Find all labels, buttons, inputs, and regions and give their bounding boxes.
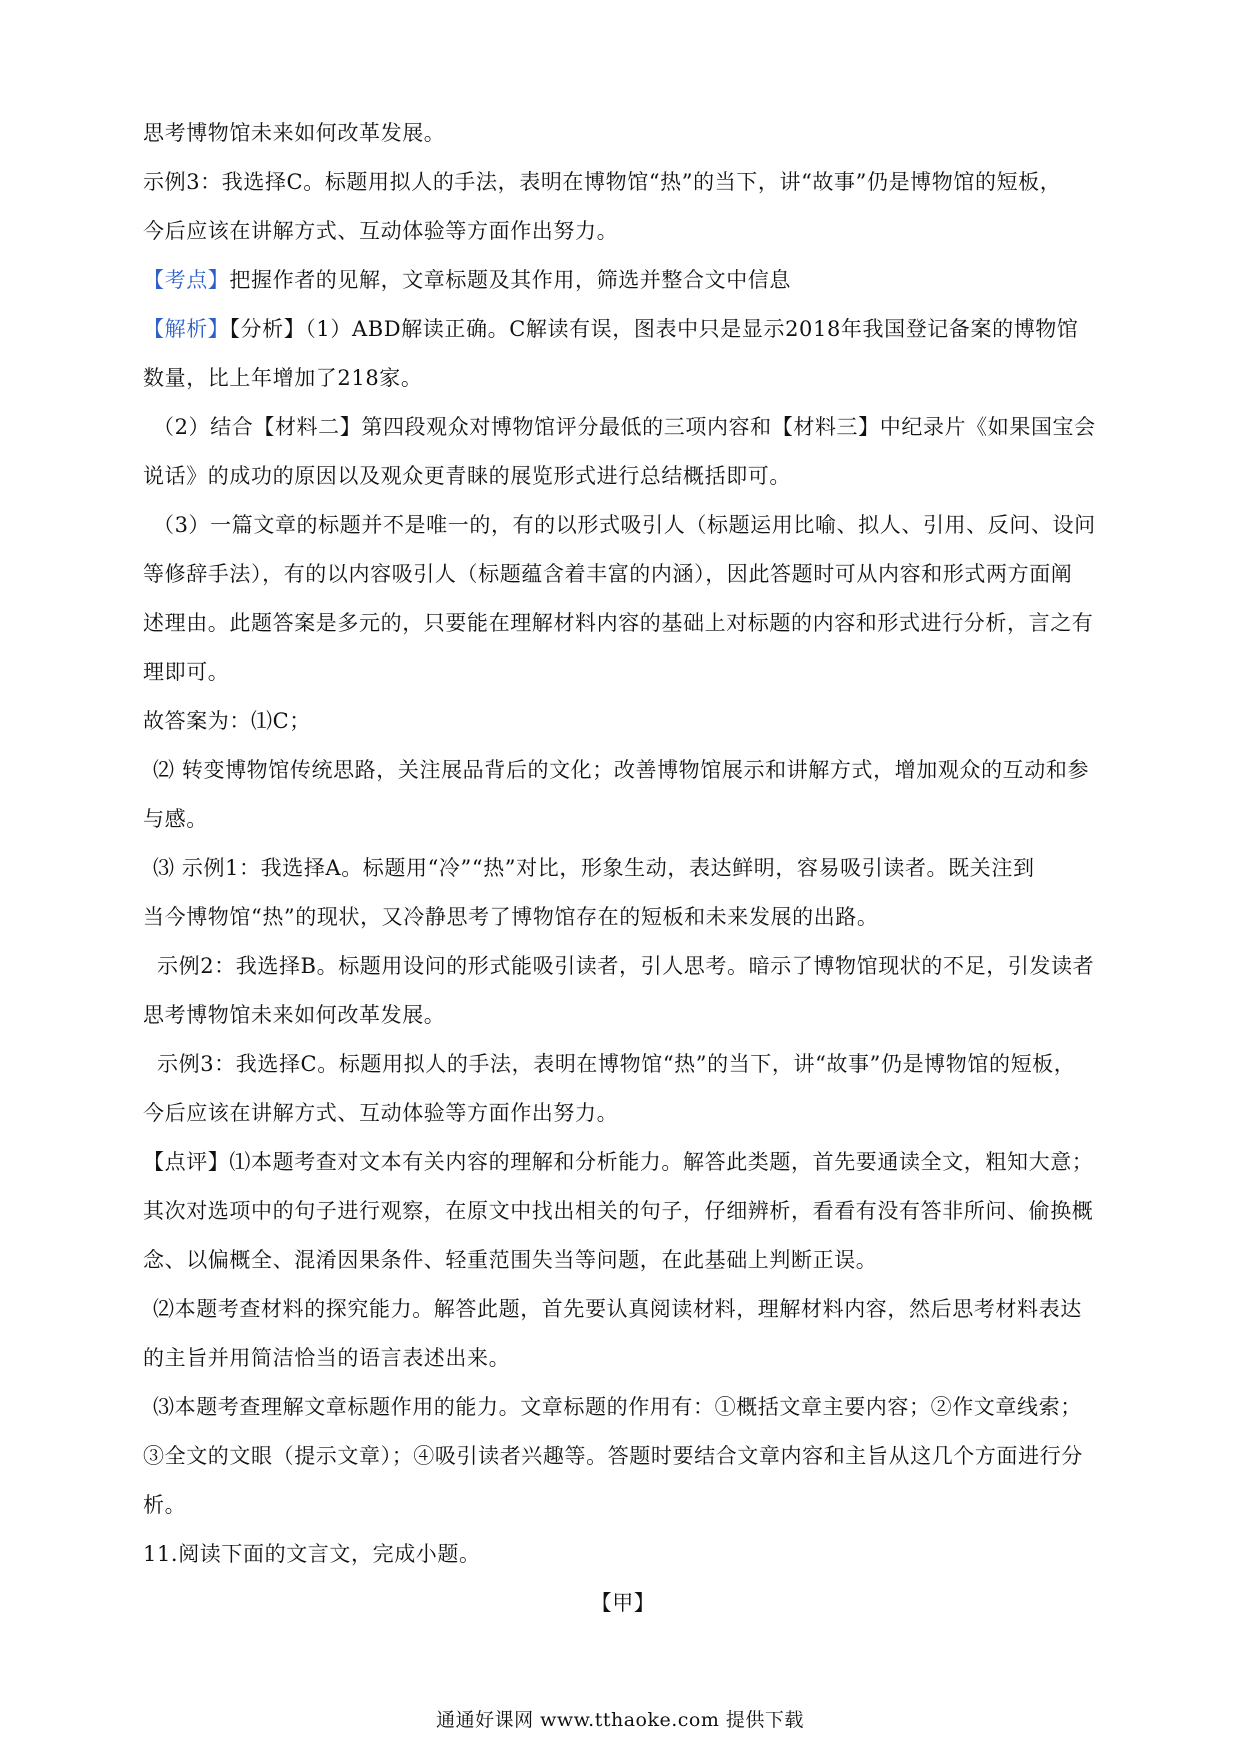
footer-watermark: 通通好课网 www.tthaoke.com 提供下载 bbox=[436, 1709, 804, 1731]
text-line: 等修辞手法），有的以内容吸引人（标题蕴含着丰富的内涵），因此答题时可从内容和形式两方面阐 bbox=[143, 562, 1073, 586]
text-line: 析。 bbox=[143, 1493, 187, 1517]
text-line: 示例3：我选择C。标题用拟人的手法，表明在博物馆“热”的当下，讲“故事”仍是博物馆的短板， bbox=[143, 170, 1062, 194]
text-line: 当今博物馆“热”的现状，又冷静思考了博物馆存在的短板和未来发展的出路。 bbox=[143, 905, 879, 929]
text-line: 其次对选项中的句子进行观察，在原文中找出相关的句子，仔细辨析，看看有没有答非所问、偷换概 bbox=[143, 1199, 1094, 1223]
document-body bbox=[143, 118, 1103, 1637]
answer-heading: 故答案为：⑴C； bbox=[143, 709, 311, 733]
jiexi-tag: 【解析】 bbox=[143, 317, 230, 341]
text-line: 说话》的成功的原因以及观众更青睐的展览形式进行总结概括即可。 bbox=[143, 464, 791, 488]
jiexi-text: 【分析】（1）ABD解读正确。C解读有误，图表中只是显示2018年我国登记备案的博物馆 bbox=[229, 317, 1079, 341]
text-line: ⑶本题考查理解文章标题作用的能力。文章标题的作用有：①概括文章主要内容；②作文章线索； bbox=[153, 1395, 1082, 1419]
jiexi-line bbox=[143, 314, 1103, 363]
text-line: 与感。 bbox=[143, 807, 208, 831]
text-line: ⑵ 转变博物馆传统思路，关注展品背后的文化；改善博物馆展示和讲解方式，增加观众的互动和参 bbox=[153, 758, 1090, 782]
text-line: 述理由。此题答案是多元的，只要能在理解材料内容的基础上对标题的内容和形式进行分析，言之有 bbox=[143, 611, 1094, 635]
kaodian-line bbox=[143, 265, 1103, 314]
text-line: 示例2：我选择B。标题用设问的形式能吸引读者，引人思考。暗示了博物馆现状的不足，引发读者 bbox=[157, 954, 1095, 978]
kaodian-text: 把握作者的见解，文章标题及其作用，筛选并整合文中信息 bbox=[229, 268, 792, 292]
question-11: 11.阅读下面的文言文，完成小题。 bbox=[143, 1542, 481, 1566]
text-line: ③全文的文眼（提示文章）；④吸引读者兴趣等。答题时要结合文章内容和主旨从这几个方面进行分 bbox=[143, 1444, 1083, 1468]
text-line: 示例3：我选择C。标题用拟人的手法，表明在博物馆“热”的当下，讲“故事”仍是博物馆的短板， bbox=[157, 1052, 1076, 1076]
text-line: 思考博物馆未来如何改革发展。 bbox=[143, 1003, 446, 1027]
text-line: （2）结合【材料二】第四段观众对博物馆评分最低的三项内容和【材料三】中纪录片《如果国宝会 bbox=[153, 415, 1096, 439]
text-line: 今后应该在讲解方式、互动体验等方面作出努力。 bbox=[143, 1101, 619, 1125]
text-line: ⑶ 示例1：我选择A。标题用“冷”“热”对比，形象生动，表达鲜明，容易吸引读者。既关注到 bbox=[153, 856, 1035, 880]
text-line: 数量，比上年增加了218家。 bbox=[143, 366, 423, 390]
section-heading-jia: 【甲】 bbox=[590, 1591, 656, 1615]
text-line: 理即可。 bbox=[143, 660, 230, 684]
text-line: 今后应该在讲解方式、互动体验等方面作出努力。 bbox=[143, 219, 619, 243]
text-line: 的主旨并用简洁恰当的语言表述出来。 bbox=[143, 1346, 511, 1370]
text-line: 念、以偏概全、混淆因果条件、轻重范围失当等问题，在此基础上判断正误。 bbox=[143, 1248, 878, 1272]
text-line: 思考博物馆未来如何改革发展。 bbox=[143, 121, 446, 145]
text-line: ⑵本题考查材料的探究能力。解答此题，首先要认真阅读材料，理解材料内容，然后思考材料表达 bbox=[153, 1297, 1082, 1321]
text-line: （3）一篇文章的标题并不是唯一的，有的以形式吸引人（标题运用比喻、拟人、引用、反问、设问 bbox=[153, 513, 1096, 537]
dianping-line: 【点评】⑴本题考查对文本有关内容的理解和分析能力。解答此类题，首先要通读全文，粗知大意； bbox=[143, 1150, 1094, 1174]
kaodian-tag: 【考点】 bbox=[143, 268, 230, 292]
